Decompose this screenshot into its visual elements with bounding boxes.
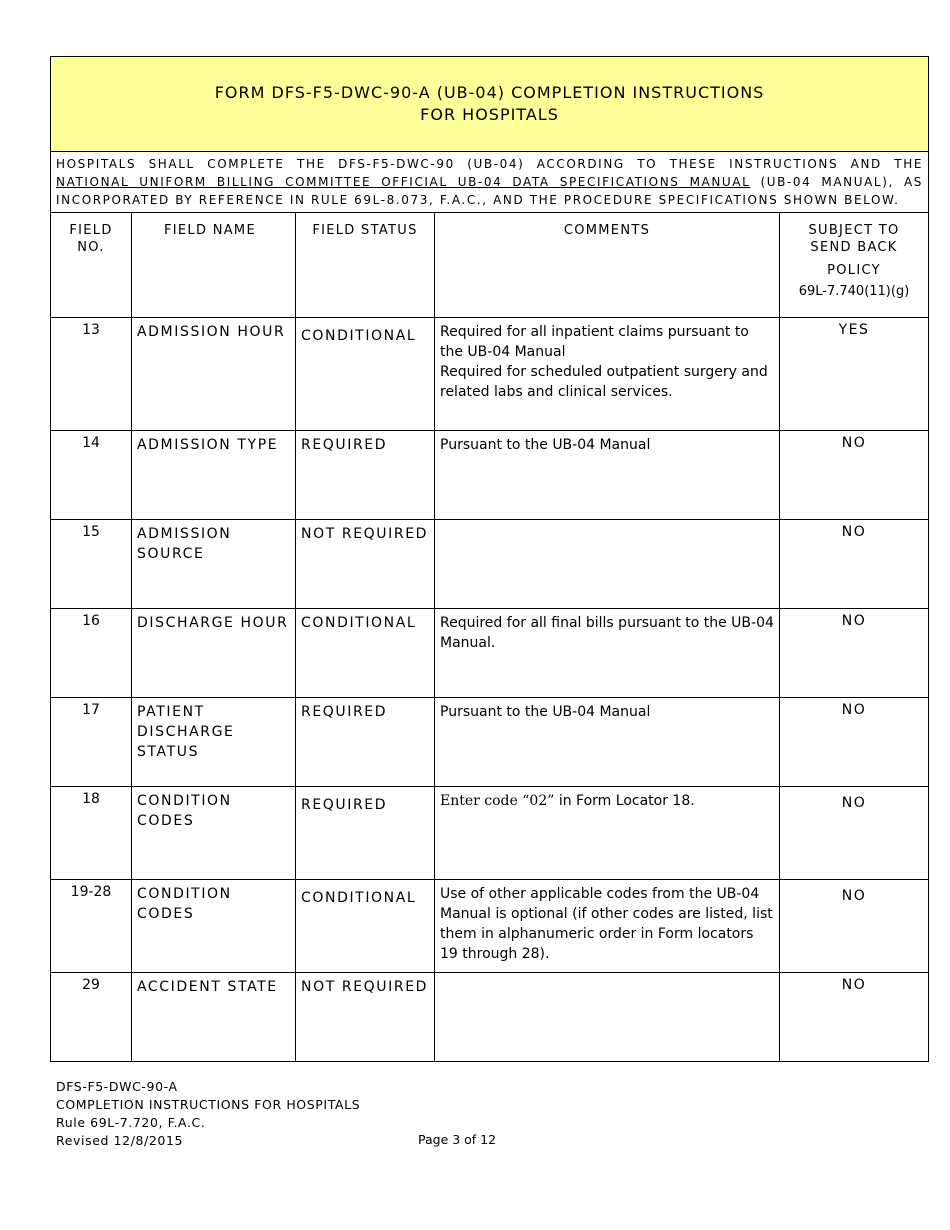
send-back-cell: NO <box>780 880 929 973</box>
header-subject-to-send-back <box>780 213 929 318</box>
table-row <box>51 698 929 787</box>
field-status-cell: NOT REQUIRED <box>296 973 435 1062</box>
header-policy-label: POLICY <box>827 263 881 278</box>
field-no-cell: 18 <box>51 787 132 880</box>
instructions-table <box>50 56 929 1062</box>
field-status-cell: CONDITIONAL <box>296 609 435 698</box>
comments-cell <box>435 318 780 431</box>
comment-line: Required for all inpatient claims pursuant to the UB-04 Manual <box>440 324 749 360</box>
comment-line: in Form Locator 18. <box>554 793 695 809</box>
comments-cell <box>435 698 780 787</box>
table-header-row <box>51 213 929 318</box>
send-back-cell: NO <box>780 520 929 609</box>
field-no-cell: 16 <box>51 609 132 698</box>
field-no-cell: 19-28 <box>51 880 132 973</box>
field-name-cell: CONDITION CODES <box>132 880 296 973</box>
table-row <box>51 520 929 609</box>
table-row <box>51 880 929 973</box>
field-status-cell: REQUIRED <box>296 787 435 880</box>
send-back-cell: NO <box>780 609 929 698</box>
intro-part-2: (UB-04 MANUAL), AS INCORPORATED BY REFERENCE IN RULE 69L-8.073, F.A.C., AND THE PROCEDURE SPECIFICATIONS SHOWN BELOW. <box>56 175 924 207</box>
field-no-cell: 15 <box>51 520 132 609</box>
table-row <box>51 973 929 1062</box>
field-status-cell: NOT REQUIRED <box>296 520 435 609</box>
form-title-line-1: FORM DFS-F5-DWC-90-A (UB-04) COMPLETION INSTRUCTIONS <box>214 83 765 102</box>
comments-cell <box>435 973 780 1062</box>
field-name-cell: ACCIDENT STATE <box>132 973 296 1062</box>
send-back-cell: NO <box>780 973 929 1062</box>
field-no-cell: 29 <box>51 973 132 1062</box>
ub04-manual-reference: NATIONAL UNIFORM BILLING COMMITTEE OFFICIAL UB-04 DATA SPECIFICATIONS MANUAL <box>56 175 751 189</box>
footer-form-id: DFS-F5-DWC-90-A <box>56 1079 178 1094</box>
comment-line: Use of other applicable codes from the UB-04 Manual is optional (if other codes are listed, list them in alphanumeric order in Form locators 19 through 28). <box>440 886 773 962</box>
field-no-cell: 14 <box>51 431 132 520</box>
footer-revised: Revised 12/8/2015 <box>56 1133 184 1148</box>
form-title <box>51 57 929 152</box>
field-status-cell: REQUIRED <box>296 698 435 787</box>
field-status-cell: CONDITIONAL <box>296 880 435 973</box>
comment-code-text: Enter code “02” <box>440 793 555 809</box>
send-back-cell: NO <box>780 787 929 880</box>
field-status-cell: CONDITIONAL <box>296 318 435 431</box>
table-row <box>51 609 929 698</box>
field-name-cell: ADMISSION TYPE <box>132 431 296 520</box>
comments-cell <box>435 520 780 609</box>
field-no-cell: 17 <box>51 698 132 787</box>
comments-cell <box>435 609 780 698</box>
footer-rule: Rule 69L-7.720, F.A.C. <box>56 1115 206 1130</box>
field-name-cell: DISCHARGE HOUR <box>132 609 296 698</box>
table-row <box>51 787 929 880</box>
intro-part-1: HOSPITALS SHALL COMPLETE THE DFS-F5-DWC-90 (UB-04) ACCORDING TO THESE INSTRUCTIONS AND THE <box>56 157 924 171</box>
field-name-cell: ADMISSION SOURCE <box>132 520 296 609</box>
send-back-cell: NO <box>780 431 929 520</box>
table-row <box>51 431 929 520</box>
header-field-status: FIELD STATUS <box>296 213 435 318</box>
send-back-cell: YES <box>780 318 929 431</box>
intro-text <box>51 152 929 213</box>
comment-line: Required for all final bills pursuant to the UB-04 Manual. <box>440 615 774 651</box>
footer-doc-title: COMPLETION INSTRUCTIONS FOR HOSPITALS <box>56 1097 361 1112</box>
send-back-cell: NO <box>780 698 929 787</box>
comments-cell <box>435 787 780 880</box>
header-comments: COMMENTS <box>435 213 780 318</box>
header-field-no: FIELD NO. <box>51 213 132 318</box>
field-name-cell: PATIENT DISCHARGE STATUS <box>132 698 296 787</box>
field-name-cell: CONDITION CODES <box>132 787 296 880</box>
field-status-cell: REQUIRED <box>296 431 435 520</box>
comment-line: Pursuant to the UB-04 Manual <box>440 704 651 720</box>
field-no-cell: 13 <box>51 318 132 431</box>
comments-cell <box>435 880 780 973</box>
table-row <box>51 318 929 431</box>
form-title-line-2: FOR HOSPITALS <box>420 105 559 124</box>
header-subject-label: SUBJECT TO SEND BACK <box>808 223 900 255</box>
comment-line: Required for scheduled outpatient surgery and related labs and clinical services. <box>440 364 768 400</box>
comment-line: Pursuant to the UB-04 Manual <box>440 437 651 453</box>
field-name-cell: ADMISSION HOUR <box>132 318 296 431</box>
header-field-name: FIELD NAME <box>132 213 296 318</box>
page-number: Page 3 of 12 <box>418 1132 497 1147</box>
header-rule-ref: 69L-7.740(11)(g) <box>798 284 910 299</box>
comments-cell <box>435 431 780 520</box>
page-footer <box>56 1078 360 1150</box>
